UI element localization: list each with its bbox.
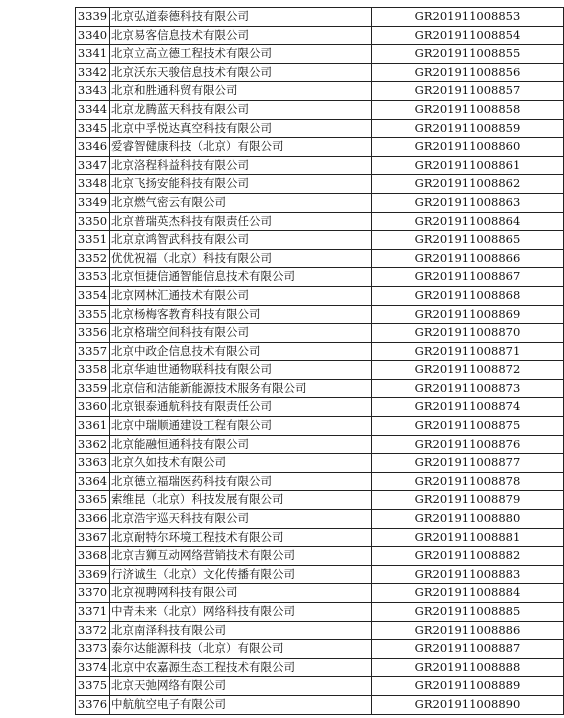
company-name-cell: 北京中农嘉源生态工程技术有限公司 — [110, 658, 372, 677]
table-row — [76, 45, 564, 64]
row-number-cell: 3363 — [76, 454, 110, 473]
certificate-number-cell: GR201911008876 — [372, 435, 564, 454]
row-number-cell: 3342 — [76, 63, 110, 82]
certificate-number-cell: GR201911008861 — [372, 156, 564, 175]
table-row — [76, 640, 564, 659]
company-name-cell: 北京中政企信息技术有限公司 — [110, 342, 372, 361]
certificate-number-cell: GR201911008863 — [372, 193, 564, 212]
table-row — [76, 8, 564, 27]
certificate-number-cell: GR201911008889 — [372, 677, 564, 696]
table-row — [76, 249, 564, 268]
row-number-cell: 3370 — [76, 584, 110, 603]
row-number-cell: 3355 — [76, 305, 110, 324]
certificate-number-cell: GR201911008870 — [372, 324, 564, 343]
company-name-cell: 北京飞扬安能科技有限公司 — [110, 175, 372, 194]
row-number-cell: 3361 — [76, 417, 110, 436]
row-number-cell: 3365 — [76, 491, 110, 510]
certificate-number-cell: GR201911008884 — [372, 584, 564, 603]
company-name-cell: 爱睿智健康科技（北京）有限公司 — [110, 138, 372, 157]
table-row — [76, 510, 564, 529]
certificate-number-cell: GR201911008878 — [372, 472, 564, 491]
certificate-number-cell: GR201911008886 — [372, 621, 564, 640]
company-name-cell: 北京网林汇通技术有限公司 — [110, 286, 372, 305]
table-row — [76, 361, 564, 380]
row-number-cell: 3353 — [76, 268, 110, 287]
row-number-cell: 3343 — [76, 82, 110, 101]
company-name-cell: 北京银泰通航科技有限责任公司 — [110, 398, 372, 417]
certificate-number-cell: GR201911008881 — [372, 528, 564, 547]
table-row — [76, 324, 564, 343]
company-name-cell: 北京龙腾蓝天科技有限公司 — [110, 100, 372, 119]
company-name-cell: 优优祝福（北京）科技有限公司 — [110, 249, 372, 268]
certificate-number-cell: GR201911008883 — [372, 565, 564, 584]
table-row — [76, 565, 564, 584]
certificate-number-cell: GR201911008871 — [372, 342, 564, 361]
row-number-cell: 3364 — [76, 472, 110, 491]
certificate-number-cell: GR201911008866 — [372, 249, 564, 268]
company-name-cell: 北京易客信息技术有限公司 — [110, 26, 372, 45]
row-number-cell: 3367 — [76, 528, 110, 547]
table-row — [76, 100, 564, 119]
certificate-number-cell: GR201911008879 — [372, 491, 564, 510]
row-number-cell: 3357 — [76, 342, 110, 361]
row-number-cell: 3356 — [76, 324, 110, 343]
certificate-number-cell: GR201911008888 — [372, 658, 564, 677]
row-number-cell: 3340 — [76, 26, 110, 45]
certificate-number-cell: GR201911008865 — [372, 231, 564, 250]
certificate-number-cell: GR201911008858 — [372, 100, 564, 119]
company-name-cell: 北京弘道泰德科技有限公司 — [110, 8, 372, 27]
company-name-cell: 中青未来（北京）网络科技有限公司 — [110, 603, 372, 622]
company-name-cell: 北京南泽科技有限公司 — [110, 621, 372, 640]
company-name-cell: 北京立高立德工程技术有限公司 — [110, 45, 372, 64]
certificate-number-cell: GR201911008882 — [372, 547, 564, 566]
row-number-cell: 3346 — [76, 138, 110, 157]
company-name-cell: 北京德立福瑞医药科技有限公司 — [110, 472, 372, 491]
row-number-cell: 3366 — [76, 510, 110, 529]
row-number-cell: 3349 — [76, 193, 110, 212]
company-name-cell: 北京格瑞空间科技有限公司 — [110, 324, 372, 343]
company-name-cell: 北京沃东天骏信息技术有限公司 — [110, 63, 372, 82]
row-number-cell: 3362 — [76, 435, 110, 454]
company-name-cell: 北京洛程科益科技有限公司 — [110, 156, 372, 175]
company-name-cell: 北京能融恒通科技有限公司 — [110, 435, 372, 454]
company-name-cell: 北京杨梅客教育科技有限公司 — [110, 305, 372, 324]
row-number-cell: 3347 — [76, 156, 110, 175]
certificate-number-cell: GR201911008854 — [372, 26, 564, 45]
certificate-number-cell: GR201911008853 — [372, 8, 564, 27]
table-row — [76, 398, 564, 417]
company-name-cell: 北京吉狮互动网络营销技术有限公司 — [110, 547, 372, 566]
table-row — [76, 695, 564, 714]
certificate-number-cell: GR201911008875 — [372, 417, 564, 436]
company-name-cell: 北京京鸿智武科技有限公司 — [110, 231, 372, 250]
company-name-cell: 北京视聘网科技有限公司 — [110, 584, 372, 603]
row-number-cell: 3373 — [76, 640, 110, 659]
row-number-cell: 3344 — [76, 100, 110, 119]
row-number-cell: 3371 — [76, 603, 110, 622]
company-name-cell: 北京华迪世通物联科技有限公司 — [110, 361, 372, 380]
row-number-cell: 3354 — [76, 286, 110, 305]
table-row — [76, 268, 564, 287]
company-name-cell: 中航航空电子有限公司 — [110, 695, 372, 714]
certificate-number-cell: GR201911008859 — [372, 119, 564, 138]
row-number-cell: 3360 — [76, 398, 110, 417]
company-name-cell: 北京信和洁能新能源技术服务有限公司 — [110, 379, 372, 398]
row-number-cell: 3369 — [76, 565, 110, 584]
table-row — [76, 677, 564, 696]
table-row — [76, 82, 564, 101]
table-row — [76, 379, 564, 398]
table-row — [76, 212, 564, 231]
table-row — [76, 193, 564, 212]
company-name-cell: 索维昆（北京）科技发展有限公司 — [110, 491, 372, 510]
table-row — [76, 547, 564, 566]
table-row — [76, 491, 564, 510]
table-row — [76, 417, 564, 436]
row-number-cell: 3368 — [76, 547, 110, 566]
table-row — [76, 63, 564, 82]
table-row — [76, 584, 564, 603]
table-row — [76, 26, 564, 45]
certificate-number-cell: GR201911008869 — [372, 305, 564, 324]
company-name-cell: 北京浩宇巡天科技有限公司 — [110, 510, 372, 529]
table-row — [76, 175, 564, 194]
table-row — [76, 286, 564, 305]
certificate-number-cell: GR201911008887 — [372, 640, 564, 659]
table-row — [76, 342, 564, 361]
certificate-number-cell: GR201911008856 — [372, 63, 564, 82]
company-name-cell: 泰尔达能源科技（北京）有限公司 — [110, 640, 372, 659]
certificate-number-cell: GR201911008877 — [372, 454, 564, 473]
table-row — [76, 454, 564, 473]
certificate-number-cell: GR201911008867 — [372, 268, 564, 287]
table-row — [76, 658, 564, 677]
company-name-cell: 行济诚生（北京）文化传播有限公司 — [110, 565, 372, 584]
row-number-cell: 3341 — [76, 45, 110, 64]
company-name-cell: 北京天弛网络有限公司 — [110, 677, 372, 696]
table-row — [76, 621, 564, 640]
table-row — [76, 305, 564, 324]
company-name-cell: 北京恒捷信通智能信息技术有限公司 — [110, 268, 372, 287]
certificate-number-cell: GR201911008864 — [372, 212, 564, 231]
company-name-cell: 北京中孚悦达真空科技有限公司 — [110, 119, 372, 138]
certificate-number-cell: GR201911008872 — [372, 361, 564, 380]
certificate-number-cell: GR201911008855 — [372, 45, 564, 64]
certificate-number-cell: GR201911008868 — [372, 286, 564, 305]
certificate-number-cell: GR201911008874 — [372, 398, 564, 417]
row-number-cell: 3372 — [76, 621, 110, 640]
company-name-cell: 北京耐特尔环境工程技术有限公司 — [110, 528, 372, 547]
row-number-cell: 3358 — [76, 361, 110, 380]
table-row — [76, 528, 564, 547]
certificate-number-cell: GR201911008890 — [372, 695, 564, 714]
table-row — [76, 231, 564, 250]
certificate-number-cell: GR201911008873 — [372, 379, 564, 398]
row-number-cell: 3351 — [76, 231, 110, 250]
company-name-cell: 北京普瑞英杰科技有限责任公司 — [110, 212, 372, 231]
row-number-cell: 3348 — [76, 175, 110, 194]
company-name-cell: 北京中瑞顺通建设工程有限公司 — [110, 417, 372, 436]
table-row — [76, 603, 564, 622]
certificate-number-cell: GR201911008857 — [372, 82, 564, 101]
company-name-cell: 北京和胜通科贸有限公司 — [110, 82, 372, 101]
table-row — [76, 156, 564, 175]
table-row — [76, 472, 564, 491]
row-number-cell: 3376 — [76, 695, 110, 714]
certificate-number-cell: GR201911008880 — [372, 510, 564, 529]
certificate-number-cell: GR201911008860 — [372, 138, 564, 157]
company-name-cell: 北京燃气密云有限公司 — [110, 193, 372, 212]
certificate-number-cell: GR201911008885 — [372, 603, 564, 622]
row-number-cell: 3350 — [76, 212, 110, 231]
row-number-cell: 3339 — [76, 8, 110, 27]
table-row — [76, 138, 564, 157]
row-number-cell: 3345 — [76, 119, 110, 138]
table-row — [76, 119, 564, 138]
table-body — [76, 8, 564, 715]
row-number-cell: 3375 — [76, 677, 110, 696]
certificate-number-cell: GR201911008862 — [372, 175, 564, 194]
company-certificate-table — [75, 7, 564, 715]
row-number-cell: 3352 — [76, 249, 110, 268]
company-name-cell: 北京久如技术有限公司 — [110, 454, 372, 473]
table-row — [76, 435, 564, 454]
row-number-cell: 3374 — [76, 658, 110, 677]
row-number-cell: 3359 — [76, 379, 110, 398]
